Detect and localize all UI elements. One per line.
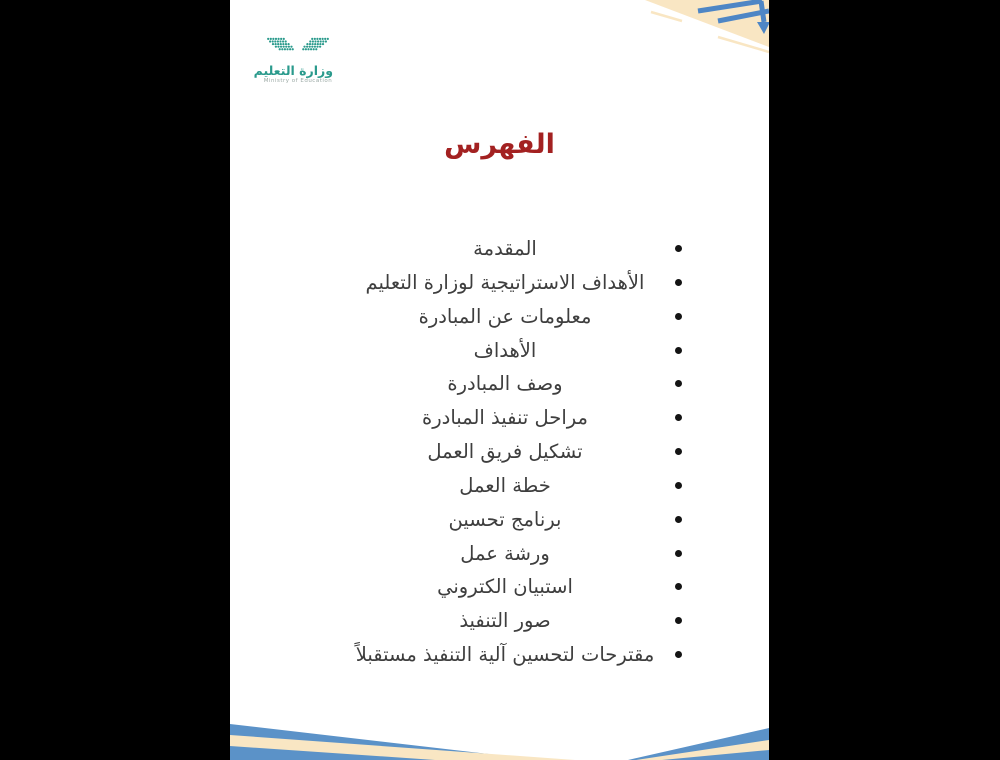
corner-decoration-top-right [594, 0, 769, 58]
toc-item [230, 638, 769, 672]
toc-item [230, 367, 769, 401]
toc-item [230, 537, 769, 571]
bullet-icon [675, 245, 682, 252]
toc-item-label: وصف المبادرة [447, 372, 563, 396]
footer-decoration [230, 715, 769, 760]
toc-item [230, 401, 769, 435]
bullet-icon [675, 279, 682, 286]
bullet-icon [675, 347, 682, 354]
toc-item-label: برنامج تحسين [448, 507, 562, 531]
bullet-icon [675, 516, 682, 523]
toc-item [230, 435, 769, 469]
ministry-name-english: Ministry of Education [263, 78, 333, 84]
document-page [230, 0, 769, 760]
toc-list [230, 232, 769, 672]
toc-item-label: الأهداف الاستراتيجية لوزارة التعليم [365, 270, 645, 294]
toc-item [230, 604, 769, 638]
bullet-icon [675, 448, 682, 455]
toc-item [230, 334, 769, 368]
toc-item [230, 266, 769, 300]
toc-item [230, 232, 769, 266]
toc-item [230, 469, 769, 503]
toc-item-label: معلومات عن المبادرة [418, 304, 592, 328]
ministry-logo-dots-icon [265, 36, 331, 61]
toc-item-label: صور التنفيذ [459, 609, 551, 633]
toc-item-label: مراحل تنفيذ المبادرة [422, 406, 588, 430]
toc-item-label: الأهداف [473, 338, 537, 362]
bullet-icon [675, 313, 682, 320]
ministry-name-arabic: وزارة التعليم [253, 63, 333, 78]
toc-item-label: مقترحات لتحسين آلية التنفيذ مستقبلاً [355, 643, 655, 667]
page-title: الفهرس [444, 129, 555, 160]
bullet-icon [675, 482, 682, 489]
toc-item [230, 503, 769, 537]
toc-item-label: ورشة عمل [460, 541, 550, 565]
ministry-logo [253, 36, 333, 85]
toc-item [230, 570, 769, 604]
toc-item-label: تشكيل فريق العمل [427, 440, 583, 464]
toc-item [230, 300, 769, 334]
toc-item-label: المقدمة [473, 237, 537, 260]
toc-item-label: استبيان الكتروني [437, 575, 573, 599]
toc-item-label: خطة العمل [459, 473, 551, 497]
bullet-icon [675, 550, 682, 557]
